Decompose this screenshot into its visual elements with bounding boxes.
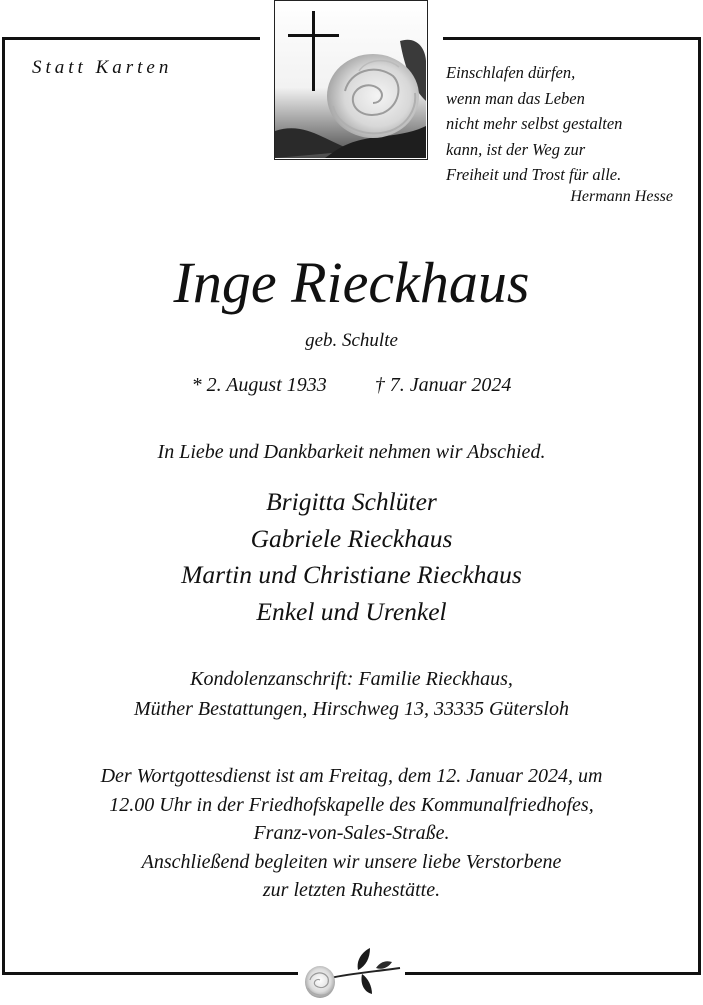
cross-rose-icon	[274, 0, 428, 160]
life-dates	[0, 371, 703, 399]
service-info	[0, 762, 703, 905]
frame-top-left	[2, 37, 260, 40]
address-line: Müther Bestattungen, Hirschweg 13, 33335 Gütersloh	[134, 698, 569, 720]
quote-line: Freiheit und Trost für alle.	[446, 165, 622, 184]
quote-line: Einschlafen dürfen,	[446, 63, 576, 82]
service-line: Franz-von-Sales-Straße.	[253, 822, 450, 844]
birth-name: geb. Schulte	[305, 330, 398, 351]
frame-bottom-right	[405, 972, 701, 975]
quote-line: wenn man das Leben	[446, 88, 585, 108]
mourner: Enkel und Urenkel	[256, 596, 447, 626]
farewell-text: In Liebe und Dankbarkeit nehmen wir Abschied.	[157, 441, 546, 463]
frame-top-right	[443, 37, 701, 40]
mourners-list	[0, 484, 703, 630]
quote-author: Hermann Hesse	[570, 188, 673, 205]
mourner: Gabriele Rieckhaus	[250, 523, 453, 553]
mourner: Brigitta Schlüter	[266, 487, 437, 516]
service-line: Anschließend begleiten wir unsere liebe Verstorbene	[141, 850, 562, 873]
quote-line: kann, ist der Weg zur	[446, 139, 586, 159]
quote-line: nicht mehr selbst gestalten	[446, 114, 623, 133]
death-date: † 7. Januar 2024	[374, 374, 512, 396]
service-line: zur letzten Ruhestätte.	[262, 879, 441, 901]
header-label: Statt Karten	[32, 57, 173, 78]
frame-bottom-left	[2, 972, 298, 975]
rose-icon	[300, 942, 404, 1000]
service-line: Der Wortgottesdienst ist am Freitag, dem 12. Januar 2024, um	[100, 765, 603, 787]
mourner: Martin und Christiane Rieckhaus	[181, 560, 522, 589]
address-line: Kondolenzanschrift: Familie Rieckhaus,	[190, 668, 513, 690]
condolence-address	[0, 664, 703, 724]
deceased-name: Inge Rieckhaus	[173, 250, 530, 315]
service-line: 12.00 Uhr in der Friedhofskapelle des Kommunalfriedhofes,	[109, 793, 594, 816]
birth-date: * 2. August 1933	[191, 374, 327, 396]
quote	[446, 60, 686, 188]
